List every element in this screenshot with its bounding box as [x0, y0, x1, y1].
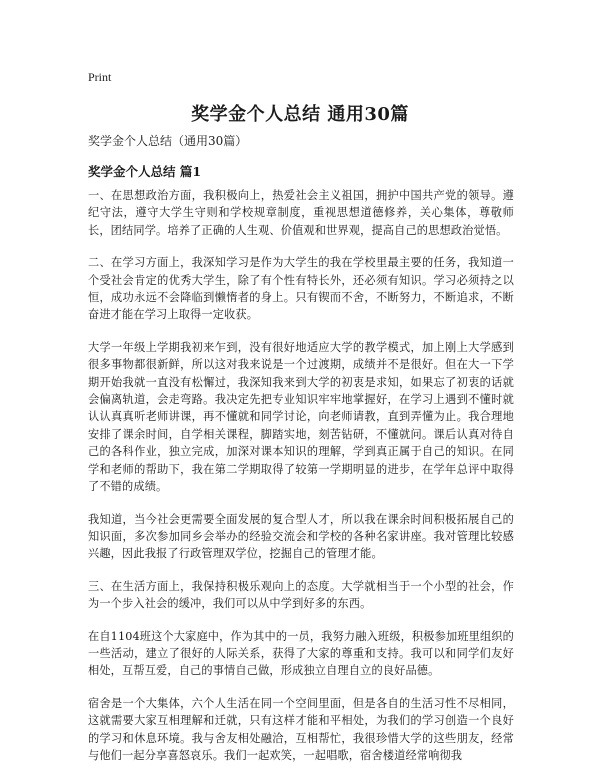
print-link[interactable]: Print: [88, 70, 112, 84]
paragraph-7: 宿舍是一个大集体，六个人生活在同一个空间里面，但是各自的生活习性不尽相同，这就需要大家互相理解和迁就，只有这样才能和平相处，为我们的学习创造一个良好的学习和休息环境。我与舍友相处融洽，互相帮忙，我很珍惜大学的这些朋友，经常与他们一起分享喜怒哀乐。我们一起欢笑，一起唱歌，宿舍楼道经常响彻我: [88, 696, 514, 762]
paragraph-3: 大学一年级上学期我初来乍到，没有很好地适应大学的教学模式，加上刚上大学感到很多事物都很新鲜，所以这对我来说是一个过渡期，成绩并不是很好。但在大一下学期开始我就一直没有松懈过，我深知我来到大学的初衷是求知，如果忘了初衷的话就会偏离轨道，会走弯路。我决定先把专业知识牢牢地掌握好，在学习上遇到不懂时就认认真真听老师讲课，再不懂就和同学讨论，向老师请教，直到弄懂为止。我合理地安排了课余时间，自学相关课程，脚踏实地，刻苦钻研，不懂就问。课后认真对待自己的各科作业，独立完成，加深对课本知识的理解，学到真正属于自己的知识。在同学和老师的帮助下，我在第二学期取得了较第一学期明显的进步，在学年总评中取得了不错的成绩。: [88, 340, 514, 494]
document-body: [88, 187, 514, 779]
paragraph-2: 二、在学习方面上，我深知学习是作为大学生的我在学校里最主要的任务，我知道一个受社会肯定的优秀大学生，除了有个性有特长外，还必须有知识。学习必须持之以恒，成功永远不会降临到懒惰者的身上。只有锲而不舍，不断努力，不断追求，不断奋进才能在学习上取得一定收获。: [88, 256, 514, 322]
paragraph-1: 一、在思想政治方面，我积极向上，热爱社会主义祖国，拥护中国共产党的领导。遵纪守法，遵守大学生守则和学校规章制度，重视思想道德修养，关心集体，尊敬师长，团结同学。培养了正确的人生观、价值观和世界观，提高自己的思想政治觉悟。: [88, 189, 514, 237]
document-subtitle: 奖学金个人总结（通用30篇）: [88, 134, 248, 148]
paragraph-4: 我知道，当今社会更需要全面发展的复合型人才，所以我在课余时间积极拓展自己的知识面，多次参加同乡会举办的经验交流会和学校的各种名家讲座。我对管理比较感兴趣，因此我报了行政管理双学位，挖掘自己的管理才能。: [88, 512, 514, 561]
paragraph-5: 三、在生活方面上，我保持积极乐观向上的态度。大学就相当于一个小型的社会，作为一个步入社会的缓冲，我们可以从中学到好多的东西。: [88, 579, 514, 611]
paragraph-6: 在自1104班这个大家庭中，作为其中的一员，我努力融入班级，积极参加班里组织的一些活动，建立了很好的人际关系，获得了大家的尊重和支持。我可以和同学们友好相处，互帮互爱，自己的事情自己做，形成独立自理自立的良好品德。: [88, 629, 514, 678]
section-heading: 奖学金个人总结 篇1: [88, 164, 202, 179]
page-title: 奖学金个人总结 通用30篇: [191, 104, 409, 125]
